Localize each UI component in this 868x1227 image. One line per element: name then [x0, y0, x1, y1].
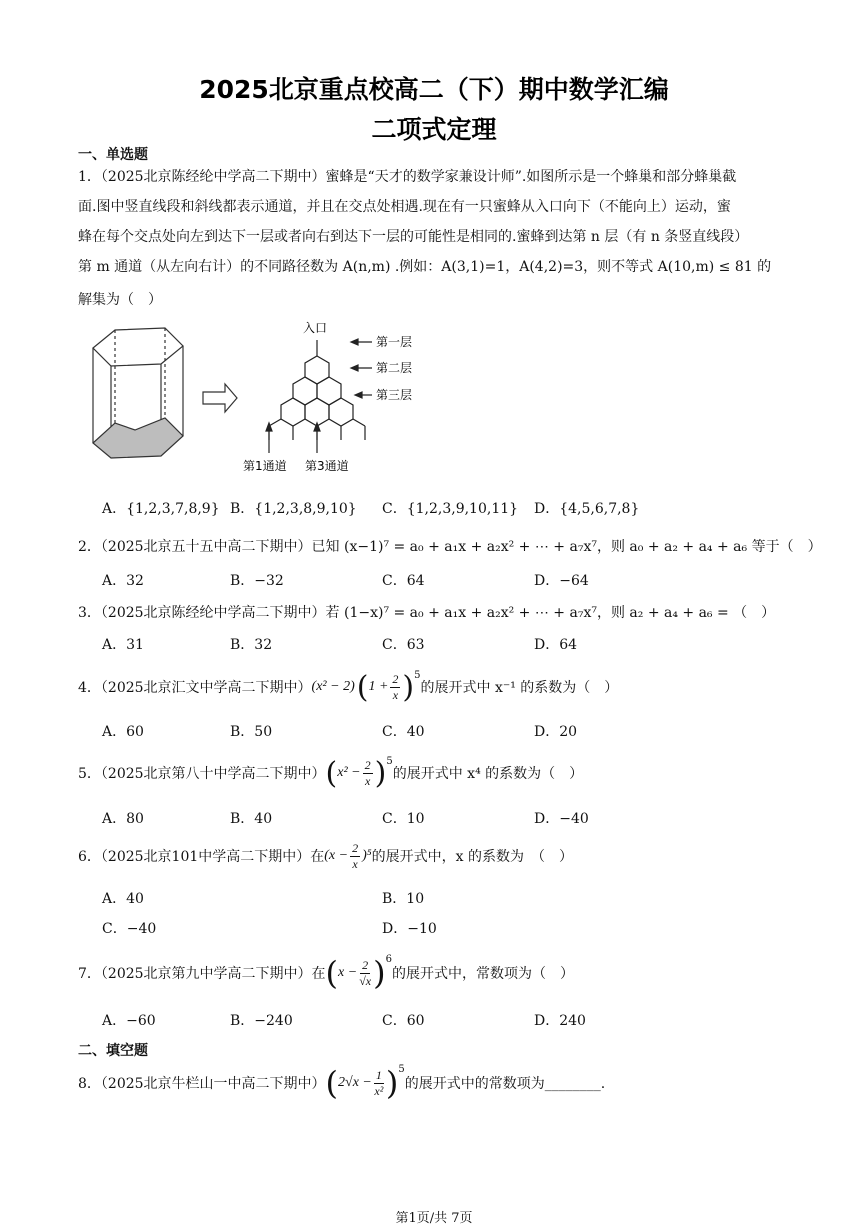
q6-option-d[interactable]: D．−10: [382, 921, 437, 937]
q6-option-c[interactable]: C．−40: [102, 921, 157, 937]
channel1-label: 第1通道: [243, 459, 287, 473]
q4-fraction: $\frac{2}{x}$: [392, 671, 399, 702]
q6-option-a[interactable]: A．40: [102, 891, 144, 907]
q6-stem: [78, 840, 573, 872]
channel3-label: 第3通道: [305, 459, 349, 473]
q4-option-c[interactable]: C．40: [382, 724, 425, 740]
layer1-label: 第一层: [376, 335, 413, 349]
q4-paren-right: ): [402, 669, 415, 705]
q4-stem: [78, 670, 618, 704]
entrance-label: 入口: [303, 321, 328, 335]
q2-stem: 2．（2025北京五十五中高二下期中）已知 (x−1)⁷ = a₀ + a₁x + a₂x² + ⋯ + a₇x⁷，则 a₀ + a₂ + a₄ + a₆ 等于（ ）: [78, 539, 822, 555]
q7-fraction: $\frac{2}{√x}$: [359, 957, 372, 988]
q6-expr-left: (x −: [324, 848, 349, 863]
q6-suffix: 的展开式中，x 的系数为 （ ）: [371, 849, 573, 865]
q7-expr: x −: [338, 965, 358, 980]
q8-stem: 8．（2025北京牛栏山一中高二下期中） ( 2√x − $\frac{1}{\text{x²}}$ ) $^5$ 的展开式中的常数项为________.: [78, 1064, 606, 1102]
q8-expr: 2√x −: [338, 1075, 372, 1090]
q7-option-c[interactable]: C．60: [382, 1013, 425, 1029]
q1-line2: 面.图中竖直线段和斜线都表示通道，并且在交点处相遇.现在有一只蜜蜂从入口向下（不能向上）运动，蜜: [78, 199, 731, 215]
q2-option-d[interactable]: D．−64: [534, 573, 589, 589]
hexagonal-prism: [93, 328, 183, 458]
q4-option-b[interactable]: B．50: [230, 724, 273, 740]
layer2-label: 第二层: [376, 361, 413, 375]
right-arrow-icon: [203, 384, 237, 412]
q1-line5: 解集为（ ）: [78, 292, 162, 308]
q4-paren-left: (: [356, 669, 369, 705]
section-heading-fill-in: 二、填空题: [78, 1043, 148, 1059]
q1-option-b[interactable]: B．{1,2,3,8,9,10}: [230, 501, 357, 517]
q4-option-a[interactable]: A．60: [102, 724, 144, 740]
q3-option-b[interactable]: B．32: [230, 637, 273, 653]
document-title: 2025北京重点校高二（下）期中数学汇编: [199, 75, 669, 104]
q4-prefix: 4．（2025北京汇文中学高二下期中）: [78, 680, 312, 696]
q8-suffix: 的展开式中的常数项为________.: [404, 1076, 606, 1092]
q7-stem: 7．（2025北京第九中学高二下期中）在 ( x − $\frac{2}{√x}$ ) $^6$ 的展开式中，常数项为（ ）: [78, 954, 574, 992]
page-footer: 第1页/共 7页: [395, 1211, 473, 1226]
q3-option-a[interactable]: A．31: [102, 637, 144, 653]
q5-suffix: 的展开式中 x⁴ 的系数为（ ）: [392, 766, 584, 782]
q5-option-b[interactable]: B．40: [230, 811, 273, 827]
q5-power: 5: [386, 756, 393, 767]
honeycomb-figure: [85, 318, 445, 478]
q8-power: 5: [398, 1064, 405, 1075]
q5-option-d[interactable]: D．−40: [534, 811, 589, 827]
q7-prefix: 7．（2025北京第九中学高二下期中）在: [78, 966, 326, 982]
document-subtitle: 二项式定理: [371, 115, 497, 144]
q5-prefix: 5．（2025北京第八十中学高二下期中）: [78, 766, 326, 782]
q1-option-d[interactable]: D．{4,5,6,7,8}: [534, 501, 640, 517]
q7-option-a[interactable]: A．−60: [102, 1013, 156, 1029]
q7-option-d[interactable]: D．240: [534, 1013, 586, 1029]
q4-option-d[interactable]: D．20: [534, 724, 578, 740]
q1-option-c[interactable]: C．{1,2,3,9,10,11}: [382, 501, 519, 517]
q4-expr-a: (x² − 2): [311, 679, 355, 694]
q6-option-b[interactable]: B．10: [382, 891, 425, 907]
q5-expr: x² −: [337, 765, 361, 780]
q5-fraction: $\frac{2}{x}$: [364, 757, 371, 788]
q5-stem: 5．（2025北京第八十中学高二下期中） ( x² − $\frac{2}{x}$ ) $^5$ 的展开式中 x⁴ 的系数为（ ）: [78, 755, 584, 791]
q4-suffix: 的展开式中 x⁻¹ 的系数为（ ）: [420, 680, 619, 696]
q5-option-c[interactable]: C．10: [382, 811, 425, 827]
q6-fraction: $\frac{2}{x}$: [352, 840, 359, 871]
q2-option-a[interactable]: A．32: [102, 573, 144, 589]
q6-prefix: 6．（2025北京101中学高二下期中）在: [78, 849, 325, 865]
q7-option-b[interactable]: B．−240: [230, 1013, 293, 1029]
q1-line4: 第 m 通道（从左向右计）的不同路径数为 A(n,m) .例如：A(3,1)=1，A(4,2)=3，则不等式 A(10,m) ≤ 81 的: [78, 259, 772, 275]
q7-suffix: 的展开式中，常数项为（ ）: [391, 966, 574, 982]
honeycomb-cross-section: [266, 339, 372, 453]
q7-power: 6: [385, 954, 392, 965]
q1-line3: 蜂在每个交点处向左到达下一层或者向右到达下一层的可能性是相同的.蜜蜂到达第 n 层（有 n 条竖直线段）: [78, 229, 749, 245]
section-heading-single-choice: 一、单选题: [78, 147, 148, 163]
q1-line1: 1．（2025北京陈经纶中学高二下期中）蜜蜂是“天才的数学家兼设计师”.如图所示是一个蜂巢和部分蜂巢截: [78, 169, 737, 185]
layer3-label: 第三层: [376, 388, 413, 402]
q5-option-a[interactable]: A．80: [102, 811, 144, 827]
q4-power: 5: [414, 670, 421, 681]
q6-expr-right: )⁵: [362, 848, 372, 863]
q3-option-c[interactable]: C．63: [382, 637, 425, 653]
q8-fraction: $\frac{1}{\text{x²}}$: [374, 1067, 384, 1098]
q2-option-c[interactable]: C．64: [382, 573, 425, 589]
q8-prefix: 8．（2025北京牛栏山一中高二下期中）: [78, 1076, 326, 1092]
q3-option-d[interactable]: D．64: [534, 637, 578, 653]
q4-expr-b: 1 +: [368, 679, 389, 694]
q3-stem: 3．（2025北京陈经纶中学高二下期中）若 (1−x)⁷ = a₀ + a₁x + a₂x² + ⋯ + a₇x⁷，则 a₂ + a₄ + a₆ = （ ）: [78, 605, 776, 621]
q2-option-b[interactable]: B．−32: [230, 573, 284, 589]
q1-option-a[interactable]: A．{1,2,3,7,8,9}: [102, 501, 220, 517]
